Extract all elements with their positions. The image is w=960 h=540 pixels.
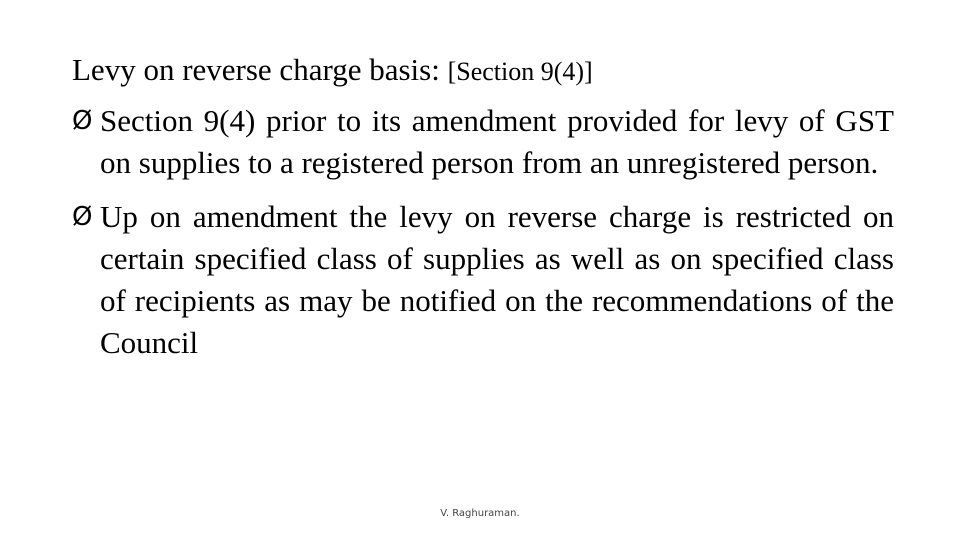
bullet-text: Section 9(4) prior to its amendment provided for levy of GST on supplies to a registered person from an unregistered person.: [100, 103, 894, 180]
arrow-bullet-icon: Ø: [72, 106, 93, 136]
bullet-item: [72, 196, 894, 364]
bullet-item: [72, 100, 894, 184]
bullet-list: [72, 100, 894, 376]
arrow-bullet-icon: Ø: [72, 202, 93, 232]
section-reference: [Section 9(4)]: [447, 57, 593, 86]
bullet-text: Up on amendment the levy on reverse charge is restricted on certain specified class of supplies as well as on specified class of recipients as may be notified on the recommendations of the Council: [100, 199, 894, 360]
slide-footer: V. Raghuraman.: [440, 508, 520, 519]
slide-title-text: Levy on reverse charge basis:: [72, 52, 448, 87]
slide-title: [72, 50, 593, 92]
